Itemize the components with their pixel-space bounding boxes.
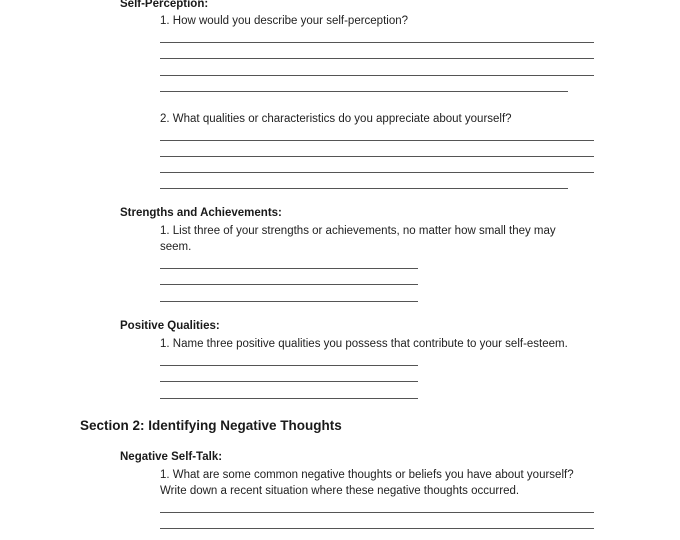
- section-2-heading: Section 2: Identifying Negative Thoughts: [80, 418, 342, 433]
- positive-qualities-question-1: 1. Name three positive qualities you possess that contribute to your self-esteem.: [160, 338, 568, 350]
- answer-line[interactable]: [160, 301, 418, 302]
- positive-qualities-heading: Positive Qualities:: [120, 320, 220, 332]
- negative-self-talk-question-1-line-1: 1. What are some common negative thoughts or beliefs you have about yourself?: [160, 469, 574, 481]
- self-perception-heading: Self-Perception:: [120, 0, 209, 10]
- answer-line[interactable]: [160, 140, 594, 141]
- answer-line[interactable]: [160, 512, 594, 513]
- answer-line[interactable]: [160, 284, 418, 285]
- answer-line[interactable]: [160, 172, 594, 173]
- self-perception-question-1: 1. How would you describe your self-perception?: [160, 15, 409, 27]
- answer-line[interactable]: [160, 156, 594, 157]
- answer-line[interactable]: [160, 75, 594, 76]
- strengths-question-1-line-2: seem.: [160, 241, 192, 253]
- self-perception-question-2: 2. What qualities or characteristics do you appreciate about yourself?: [160, 113, 512, 125]
- answer-line[interactable]: [160, 91, 568, 92]
- answer-line[interactable]: [160, 398, 418, 399]
- strengths-question-1-line-1: 1. List three of your strengths or achievements, no matter how small they may: [160, 225, 556, 237]
- answer-line[interactable]: [160, 268, 418, 269]
- negative-self-talk-heading: Negative Self-Talk:: [120, 451, 223, 463]
- answer-line[interactable]: [160, 42, 594, 43]
- answer-line[interactable]: [160, 365, 418, 366]
- negative-self-talk-question-1-line-2: Write down a recent situation where these negative thoughts occurred.: [160, 485, 520, 497]
- answer-line[interactable]: [160, 188, 568, 189]
- strengths-heading: Strengths and Achievements:: [120, 207, 282, 219]
- answer-line[interactable]: [160, 58, 594, 59]
- answer-line[interactable]: [160, 528, 594, 529]
- answer-line[interactable]: [160, 381, 418, 382]
